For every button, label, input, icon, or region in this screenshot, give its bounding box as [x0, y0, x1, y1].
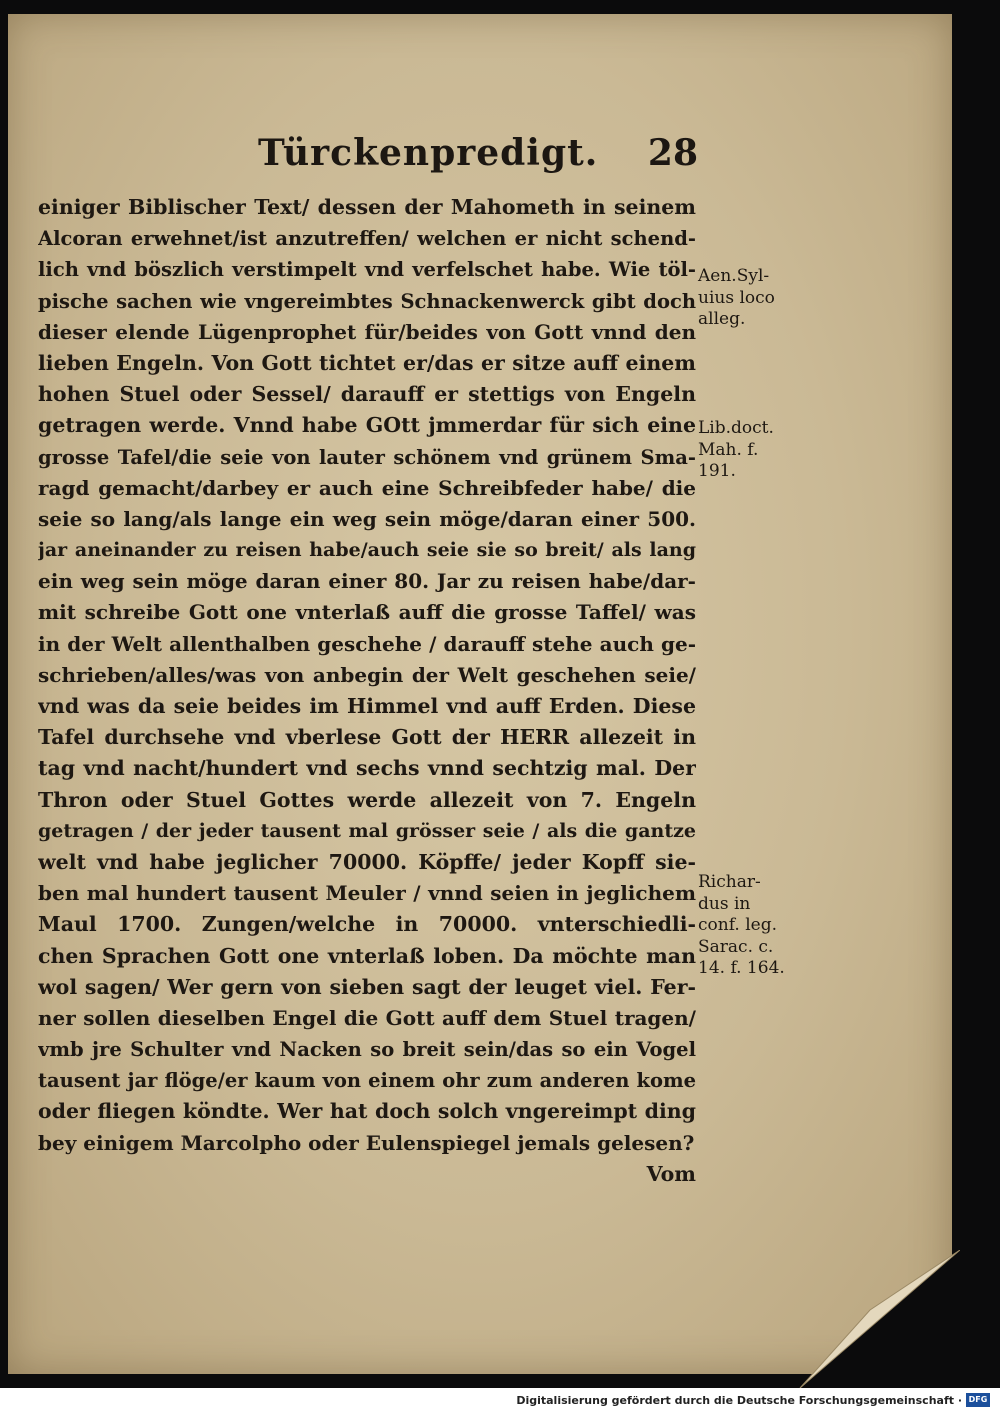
footer-bar [0, 1388, 1000, 1413]
text-line: wol sagen/ Wer gern von sieben sagt der leuget viel. Fer- [38, 974, 696, 999]
text-line: einiger Biblischer Text/ dessen der Mahometh in seinem [38, 195, 696, 219]
text-line: schrieben/alles/was von anbegin der Welt geschehen seie/ [38, 662, 696, 687]
text-line: Tafel durchsehe vnd vberlese Gott der HERR allezeit in [38, 725, 696, 750]
text-line: Alcoran erwehnet/ist anzutreffen/ welchen er nicht schend- [38, 227, 696, 251]
text-line: bey einigem Marcolpho oder Eulenspiegel jemals gelesen? [38, 1130, 695, 1155]
text-line: chen Sprachen Gott one vnterlaß loben. Da möchte man [38, 943, 696, 968]
margin-note-line: 14. f. 164. [698, 958, 785, 978]
margin-note-line: conf. leg. [698, 915, 777, 935]
dfg-logo-icon: DFG [966, 1393, 990, 1407]
page-number: 28 [647, 132, 698, 174]
margin-note [698, 418, 774, 483]
text-line: oder fliegen köndte. Wer hat doch solch vngereimpt ding [38, 1099, 696, 1124]
text-line: Thron oder Stuel Gottes werde allezeit von 7. Engeln [38, 787, 696, 812]
margin-note-line: alleg. [698, 309, 746, 329]
running-title: Türckenpredigt. [258, 132, 599, 174]
margin-note-line: Sarac. c. [698, 936, 774, 957]
margin-note-line: 191. [698, 461, 736, 481]
text-line: welt vnd habe jeglicher 70000. Köpffe/ jeder Kopff sie- [38, 849, 696, 874]
book-page [8, 14, 952, 1374]
text-line: tag vnd nacht/hundert vnd sechs vnnd sechtzig mal. Der [38, 756, 696, 781]
text-line: ner sollen dieselben Engel die Gott auff dem Stuel tragen/ [38, 1005, 696, 1030]
margin-note-line: uius loco [698, 287, 775, 308]
text-line: hohen Stuel oder Sessel/ darauff er stettigs von Engeln [38, 382, 696, 407]
margin-note-line: Aen.Syl- [698, 266, 770, 286]
text-line: tausent jar flöge/er kaum von einem ohr zum anderen kome [38, 1069, 696, 1093]
running-head [258, 132, 698, 192]
text-line: ein weg sein möge daran einer 80. Jar zu reisen habe/dar- [38, 569, 696, 594]
text-line: grosse Tafel/die seie von lauter schönem vnd grünem Sma- [38, 445, 696, 469]
text-line: lich vnd böszlich verstimpelt vnd verfelschet habe. Wie töl- [38, 258, 696, 282]
margin-note [698, 872, 785, 980]
margin-note-line: Lib.doct. [698, 418, 774, 438]
margin-note [698, 266, 775, 331]
text-line: ragd gemacht/darbey er auch eine Schreibfeder habe/ die [38, 475, 696, 500]
text-line: vnd was da seie beides im Himmel vnd auff Erden. Diese [38, 694, 696, 718]
text-line: getragen / der jeder tausent mal grösser seie / als die gantze [38, 819, 696, 842]
margin-note-line: dus in [698, 893, 751, 914]
text-line: seie so lang/als lange ein weg sein möge/daran einer 500. [38, 506, 696, 531]
text-line: in der Welt allenthalben geschehe / darauff stehe auch ge- [38, 631, 696, 656]
text-line: jar aneinander zu reisen habe/auch seie sie so breit/ als lang [38, 539, 696, 562]
text-line: pische sachen wie vngereimbtes Schnackenwerck gibt doch [38, 289, 696, 313]
margin-note-line: Mah. f. [698, 439, 759, 460]
body-text [38, 192, 696, 1190]
text-line: mit schreibe Gott one vnterlaß auff die grosse Taffel/ was [38, 600, 696, 625]
text-line: lieben Engeln. Von Gott tichtet er/das er sitze auff einem [38, 350, 696, 375]
text-line: dieser elende Lügenprophet für/beides von Gott vnnd den [38, 319, 696, 344]
text-line: ben mal hundert tausent Meuler / vnnd seien in jeglichem [38, 881, 696, 906]
text-line: getragen werde. Vnnd habe GOtt jmmerdar für sich eine [38, 413, 696, 438]
text-line: vmb jre Schulter vnd Nacken so breit sein/das so ein Vogel [38, 1038, 696, 1062]
catchword: Vom [646, 1161, 696, 1186]
funding-credit: Digitalisierung gefördert durch die Deutsche Forschungsgemeinschaft · [516, 1394, 962, 1407]
folded-corner [760, 1250, 960, 1388]
margin-note-line: Richar- [698, 872, 761, 892]
text-line: Maul 1700. Zungen/welche in 70000. vnterschiedli- [38, 912, 696, 937]
